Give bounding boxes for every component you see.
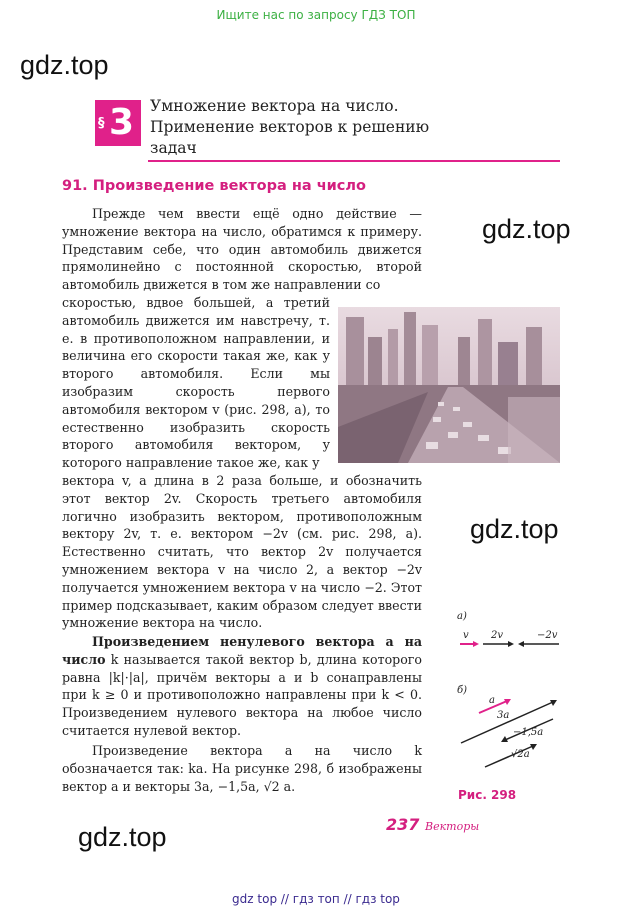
- figure-298: [455, 607, 565, 777]
- chapter-title-line: задач: [150, 139, 197, 157]
- chapter-title: [150, 96, 570, 159]
- definition-text: k называется такой вектор b, длина которого равна |k|·|a|, причём векторы a и b сонаправлены при k ≥ 0 и противоположно направлены при k < 0. Произведением нулевого вектора на любое число считается нулевой вектор.: [62, 651, 422, 738]
- watermark: gdz.top: [20, 50, 109, 80]
- vector-sqrt2a-label: √2a: [511, 749, 530, 760]
- paragraph-intro: Прежде чем ввести ещё одно действие — умножение вектора на число, обратимся к примеру. Представим себе, что один автомобиль движется прямолинейно с постоянной скоростью, второй автомобиль движется в том же направлении со: [62, 206, 422, 293]
- vector-2v-label: 2v: [491, 630, 504, 641]
- vector-minus-1-5a-label: −1,5a: [513, 727, 544, 738]
- section-title: 91. Произведение вектора на число: [62, 178, 366, 194]
- figure-label-a: а): [457, 611, 467, 622]
- paragraph-definition: [62, 633, 422, 740]
- section-symbol: §: [98, 116, 105, 131]
- paragraph-intro-continued: вектора v, а длина в 2 раза больше, и обозначить этот вектор 2v. Скорость третьего автомобиля логично изобразить вектором, противоположным вектору 2v, т. е. вектором −2v (см. рис. 298, а). Естественно считать, что вектор 2v получается умножением вектора v на число 2, а вектор −2v получается умножением вектора v на число −2. Этот пример подсказывает, каким образом следует ввести умножение вектора на число.: [62, 473, 422, 631]
- definition-term: Произведением ненулевого вектора a на число: [62, 634, 422, 667]
- chapter-title-line: Применение векторов к решению: [150, 118, 430, 136]
- watermark: gdz.top: [470, 514, 559, 544]
- watermark: gdz.top: [482, 214, 571, 244]
- vector-minus-2v-label: −2v: [537, 630, 558, 641]
- city-traffic-photo: [338, 307, 560, 463]
- paragraph-notation: Произведение вектора a на число k обозначается так: ka. На рисунке 298, б изображены вектор a и векторы 3a, −1,5a, √2 a.: [62, 743, 422, 794]
- vector-3a-label: 3a: [497, 710, 510, 721]
- page-number: 237: [386, 815, 420, 834]
- figure-label-b: б): [457, 685, 468, 696]
- top-banner[interactable]: Ищите нас по запросу ГДЗ ТОП: [216, 8, 416, 22]
- vector-v-label: v: [463, 630, 469, 641]
- chapter-title-line: Умножение вектора на число.: [150, 97, 399, 115]
- vector-a-label: a: [489, 695, 495, 706]
- watermark: gdz.top: [78, 822, 167, 852]
- chapter-number: 3: [109, 102, 135, 143]
- bottom-links[interactable]: gdz top // гдз топ // гдз top: [232, 892, 400, 906]
- running-footer: Векторы: [425, 820, 480, 833]
- figure-caption: Рис. 298: [458, 788, 517, 802]
- paragraph-intro-wrap: скоростью, вдвое большей, а третий автомобиль движется им навстречу, т. е. в противоположном направлении, и величина его скорости такая же, как у второго автомобиля. Если мы изобразим скорость первого автомобиля вектором v (рис. 298, а), то естественно изобразить скорость второго автомобиля вектором, у которого направление такое же, как у: [62, 295, 330, 471]
- chapter-divider: [148, 160, 560, 162]
- chapter-badge: [95, 100, 141, 146]
